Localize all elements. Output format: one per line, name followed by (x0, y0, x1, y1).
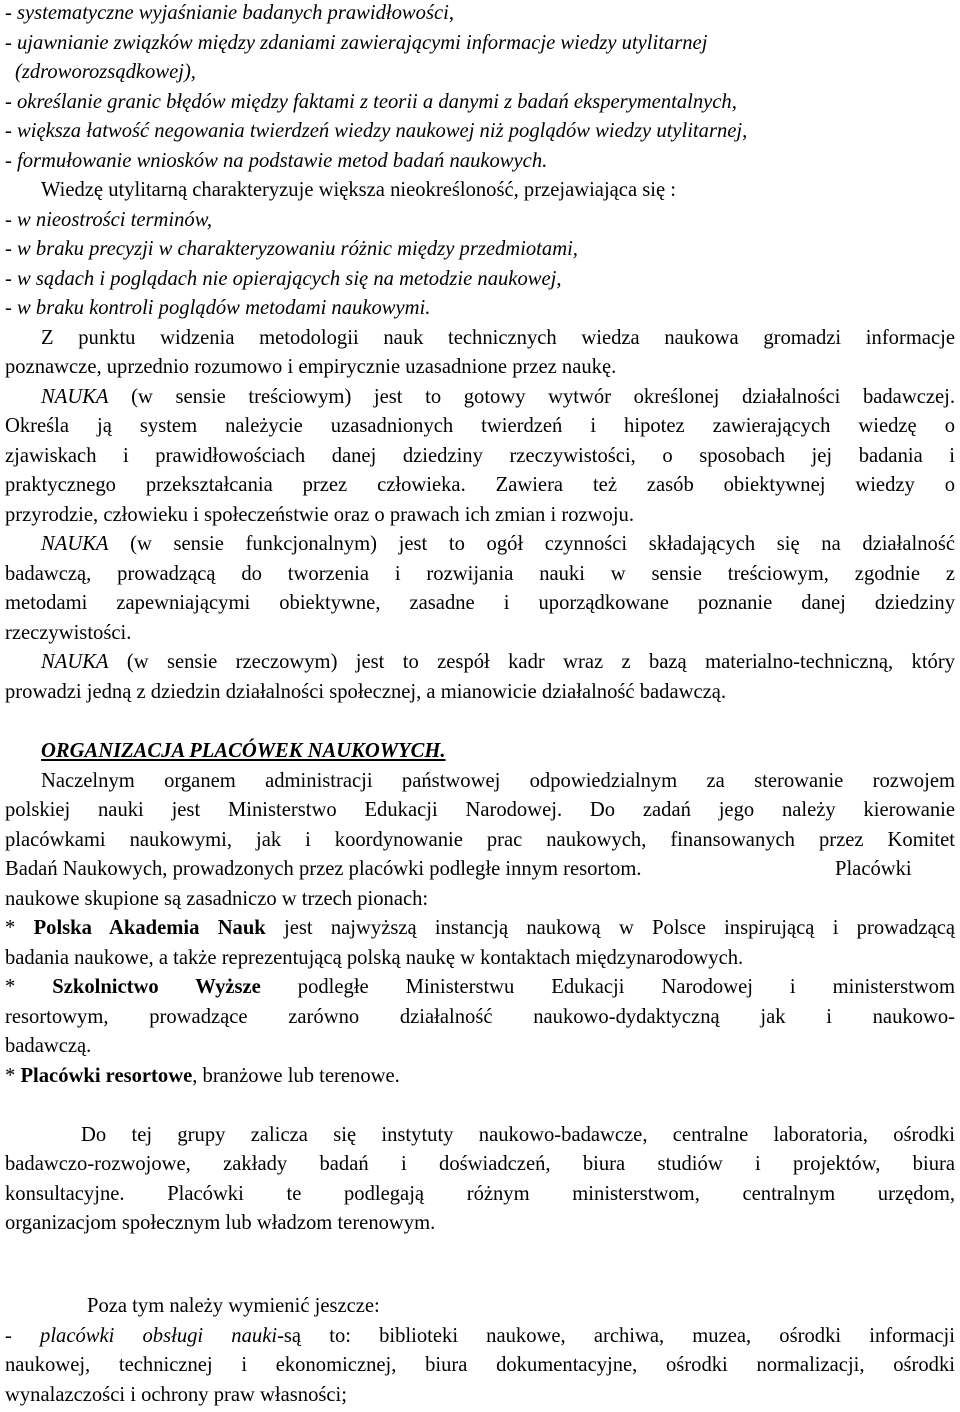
list-item: - w braku precyzji w charakteryzowaniu różnic między przedmiotami, (5, 238, 578, 260)
paragraph-line: placówkami naukowymi, jak i koordynowanie prac naukowych, finansowanych przez Komitet (5, 829, 955, 851)
list-item: * Szkolnictwo Wyższe podległe Ministerstwu Edukacji Narodowej i ministerstwom (5, 976, 955, 998)
paragraph-line: badawczą. (5, 1035, 92, 1057)
list-item: - placówki obsługi nauki-są to: biblioteki naukowe, archiwa, muzea, ośrodki informacji (5, 1325, 956, 1347)
list-item: * Polska Akademia Nauk jest najwyższą instancją naukową w Polsce inspirującą i prowadzącą (5, 917, 955, 939)
paragraph-line: organizacjom społecznym lub władzom terenowym. (5, 1212, 436, 1234)
section-heading: ORGANIZACJA PLACÓWEK NAUKOWYCH. (41, 740, 446, 762)
list-item: - w nieostrości terminów, (5, 209, 213, 231)
defined-term: NAUKA (41, 651, 109, 673)
paragraph-line: Badań Naukowych, prowadzonych przez placówki podległe innym resortom. Placówki (5, 858, 912, 880)
list-item: - w braku kontroli poglądów metodami naukowymi. (5, 297, 431, 319)
list-item: - w sądach i poglądach nie opierających się na metodzie naukowej, (5, 268, 562, 290)
defined-term: placówki obsługi nauki (40, 1325, 278, 1347)
paragraph-line: naukowe skupione są zasadniczo w trzech pionach: (5, 888, 429, 910)
paragraph-line: badania naukowe, a także reprezentującą polską naukę w kontaktach międzynarodowych. (5, 947, 744, 969)
paragraph-line: Naczelnym organem administracji państwowej odpowiedzialnym za sterowanie rozwojem (41, 770, 955, 792)
paragraph-line: poznawcze, uprzednio rozumowo i empirycznie uzasadnione przez naukę. (5, 356, 617, 378)
paragraph-line: Z punktu widzenia metodologii nauk technicznych wiedza naukowa gromadzi informacje (41, 327, 955, 349)
paragraph-line: Poza tym należy wymienić jeszcze: (87, 1295, 380, 1317)
list-item: - ujawnianie związków między zdaniami zawierającymi informacje wiedzy utylitarnej (5, 32, 708, 54)
list-item: - określanie granic błędów między faktami z teorii a danymi z badań eksperymentalnych, (5, 91, 737, 113)
defined-term: NAUKA (41, 386, 109, 408)
paragraph-line: wynalazczości i ochrony praw własności; (5, 1384, 347, 1406)
defined-term: NAUKA (41, 533, 109, 555)
paragraph-line: polskiej nauki jest Ministerstwo Edukacji Narodowej. Do zadań jego należy kierowanie (5, 799, 955, 821)
paragraph-line: Określa ją system należycie uzasadnionych twierdzeń i hipotez zawierających wiedzę o (5, 415, 955, 437)
paragraph-line: zjawiskach i prawidłowościach danej dziedziny rzeczywistości, o sposobach jej badania i (5, 445, 955, 467)
paragraph-line: prowadzi jedną z dziedzin działalności społecznej, a mianowicie działalność badawczą. (5, 681, 727, 703)
list-item: - systematyczne wyjaśnianie badanych prawidłowości, (5, 2, 454, 24)
list-item: * Placówki resortowe, branżowe lub terenowe. (5, 1065, 400, 1087)
paragraph-line: rzeczywistości. (5, 622, 132, 644)
paragraph-line: badawczą, prowadzącą do tworzenia i rozwijania nauki w sensie treściowym, zgodnie z (5, 563, 955, 585)
paragraph-line: resortowym, prowadzące zarówno działalność naukowo-dydaktyczną jak i naukowo- (5, 1006, 955, 1028)
paragraph-line: praktycznego przekształcania przez człowieka. Zawiera też zasób obiektywnej wiedzy o (5, 474, 955, 496)
paragraph-line: naukowej, technicznej i ekonomicznej, biura dokumentacyjne, ośrodki normalizacji, ośrodki (5, 1354, 955, 1376)
bold-term: Szkolnictwo Wyższe (52, 976, 261, 998)
bold-term: Polska Akademia Nauk (33, 917, 266, 939)
paragraph-line: przyrodzie, człowieku i społeczeństwie oraz o prawach ich zmian i rozwoju. (5, 504, 634, 526)
list-item: - formułowanie wniosków na podstawie metod badań naukowych. (5, 150, 548, 172)
list-item: - większa łatwość negowania twierdzeń wiedzy naukowej niż poglądów wiedzy utylitarnej, (5, 120, 748, 142)
paragraph-line: NAUKA (w sensie funkcjonalnym) jest to ogół czynności składających się na działalność (41, 533, 955, 555)
paragraph-line: metodami zapewniającymi obiektywne, zasadne i uporządkowane poznanie danej dziedziny (5, 592, 955, 614)
list-item-continuation: (zdroworozsądkowej), (15, 61, 196, 83)
paragraph-line: Do tej grupy zalicza się instytuty naukowo-badawcze, centralne laboratoria, ośrodki (81, 1124, 955, 1146)
paragraph-line: badawczo-rozwojowe, zakłady badań i doświadczeń, biura studiów i projektów, biura (5, 1153, 955, 1175)
paragraph-line: NAUKA (w sensie rzeczowym) jest to zespół kadr wraz z bazą materialno-techniczną, który (41, 651, 955, 673)
bold-term: Placówki resortowe (20, 1065, 193, 1087)
paragraph-line: NAUKA (w sensie treściowym) jest to gotowy wytwór określonej działalności badawczej. (41, 386, 955, 408)
paragraph-line: Wiedzę utylitarną charakteryzuje większa nieokreśloność, przejawiająca się : (41, 179, 676, 201)
paragraph-line: konsultacyjne. Placówki te podlegają różnym ministerstwom, centralnym urzędom, (5, 1183, 955, 1205)
